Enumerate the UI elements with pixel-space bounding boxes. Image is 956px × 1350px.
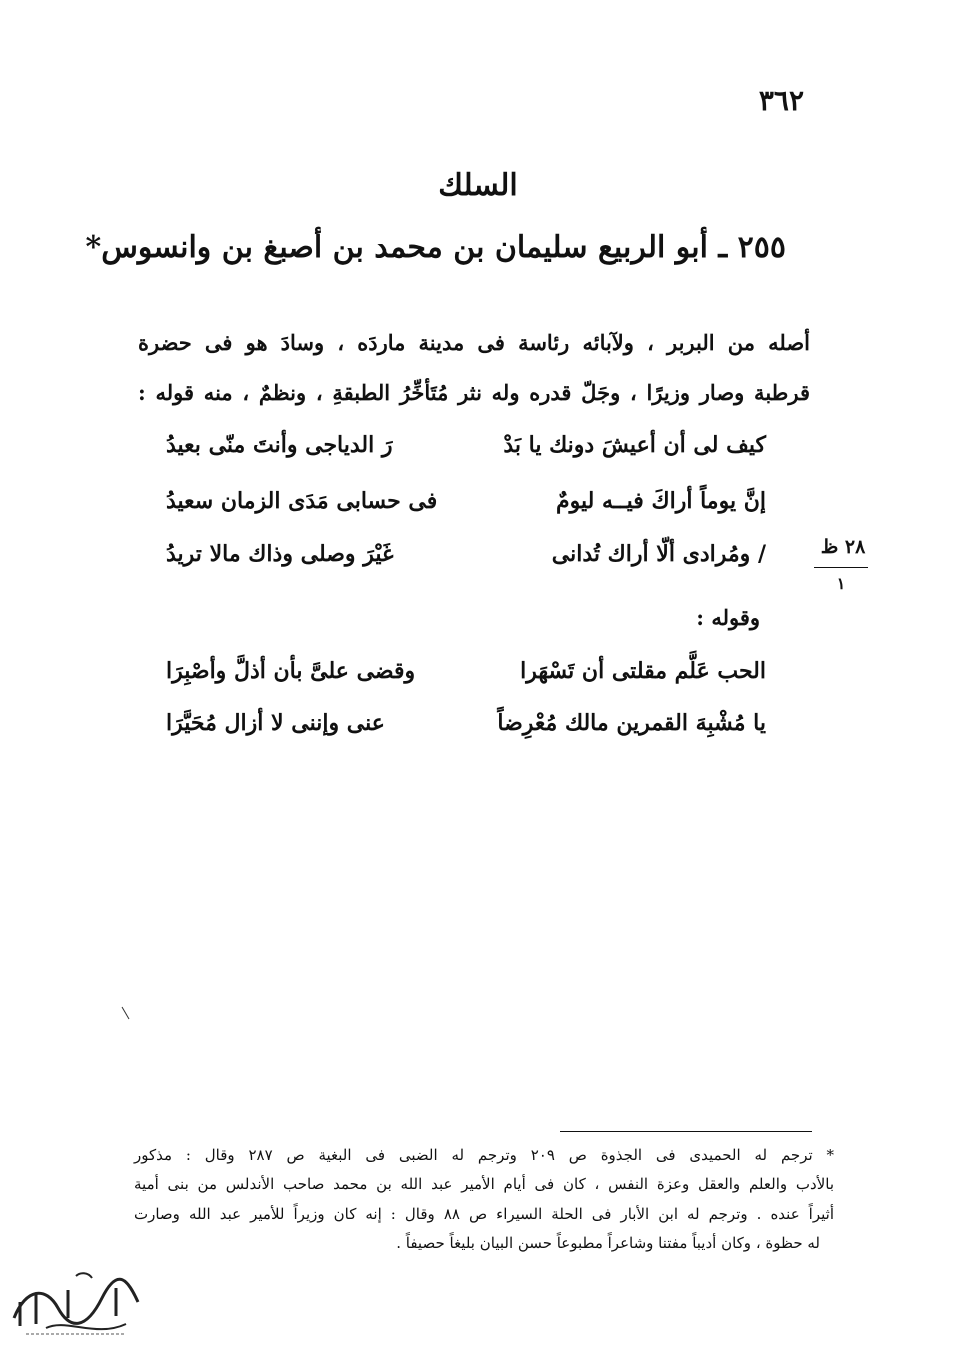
entry-heading: ٢٥٥ ـ أبو الربيع سليمان بن محمد بن أصبغ بن وانسوس* [85, 230, 786, 265]
poem-verse [166, 710, 766, 750]
margin-folio-sub: ١ [836, 574, 846, 593]
stray-ink-mark [120, 1006, 132, 1020]
library-stamp-logo [6, 1268, 144, 1340]
footnote-separator [560, 1131, 812, 1132]
verse-first-hemistich: يا مُشْبِهَ القمرين مالك مُعْرِضاً [497, 710, 766, 736]
margin-folio-note: ٢٨ ظ [820, 536, 866, 558]
verse-second-hemistich: عنى وإننى لا أزال مُحَيَّرَا [166, 710, 385, 736]
verse-second-hemistich: غَيْرَ وصلى وذاك مالا تريدُ [166, 541, 394, 567]
verse-first-hemistich: الحب عَلَّم مقلتى أن تَسْهَرا [520, 658, 766, 684]
footnote-line: بالأدب والعلم والعقل وعزة النفس ، كان فى أيام الأمير عبد الله بن محمد صاحب الأندلس من بنى أمية [134, 1175, 834, 1193]
verse-first-hemistich: إنَّ يوماً أراكَ فيــه ليومٌ [555, 488, 766, 514]
footnote-line: أثيراً عنده . وترجم له ابن الأبار فى الحلة السيراء ص ٨٨ وقال : إنه كان وزيراً للأمير عبد الله وصارت [134, 1205, 834, 1223]
footnote-line: له حظوة ، وكان أديباً مفتنا وشاعراً مطبوعاً حسن البيان بليغاً حصيفاً . [396, 1234, 820, 1252]
chapter-title: السلك [438, 168, 518, 203]
verse-first-hemistich: / ومُرادى ألّا أراك تُدانى [551, 541, 766, 567]
footnote-line: * ترجم له الحميدى فى الجذوة ص ٢٠٩ وترجم له الضبى فى البغية ص ٢٨٧ وقال : مذكور [134, 1146, 834, 1164]
poem-verse [166, 488, 766, 528]
verse-second-hemistich: رَ الدياجى وأنتَ منّى بعيدُ [166, 432, 393, 458]
verse-second-hemistich: وقضى علىَّ بأن أذلَّ وأصْبِرَا [166, 658, 416, 684]
page-number: ٣٦٢ [758, 84, 804, 117]
poem-intro: وقوله : [696, 605, 760, 630]
poem-verse [166, 541, 766, 581]
poem-verse [166, 432, 766, 472]
paragraph-line: قرطبة وصار وزيرًا ، وجَلّ قدره وله نثر مُتَأخِّرُ الطبقةِ ، ونظمٌ ، منه قوله : [138, 380, 810, 405]
margin-rule [814, 567, 868, 568]
poem-verse [166, 658, 766, 698]
verse-second-hemistich: فى حسابى مَدَى الزمان سعيدُ [166, 488, 438, 514]
paragraph-line: أصله من البربر ، ولآبائه رئاسة فى مدينة ماردَه ، وسادَ هو فى حضرة [138, 330, 810, 355]
verse-first-hemistich: كيف لى أن أعيشَ دونك يا بَدْ [503, 432, 766, 458]
